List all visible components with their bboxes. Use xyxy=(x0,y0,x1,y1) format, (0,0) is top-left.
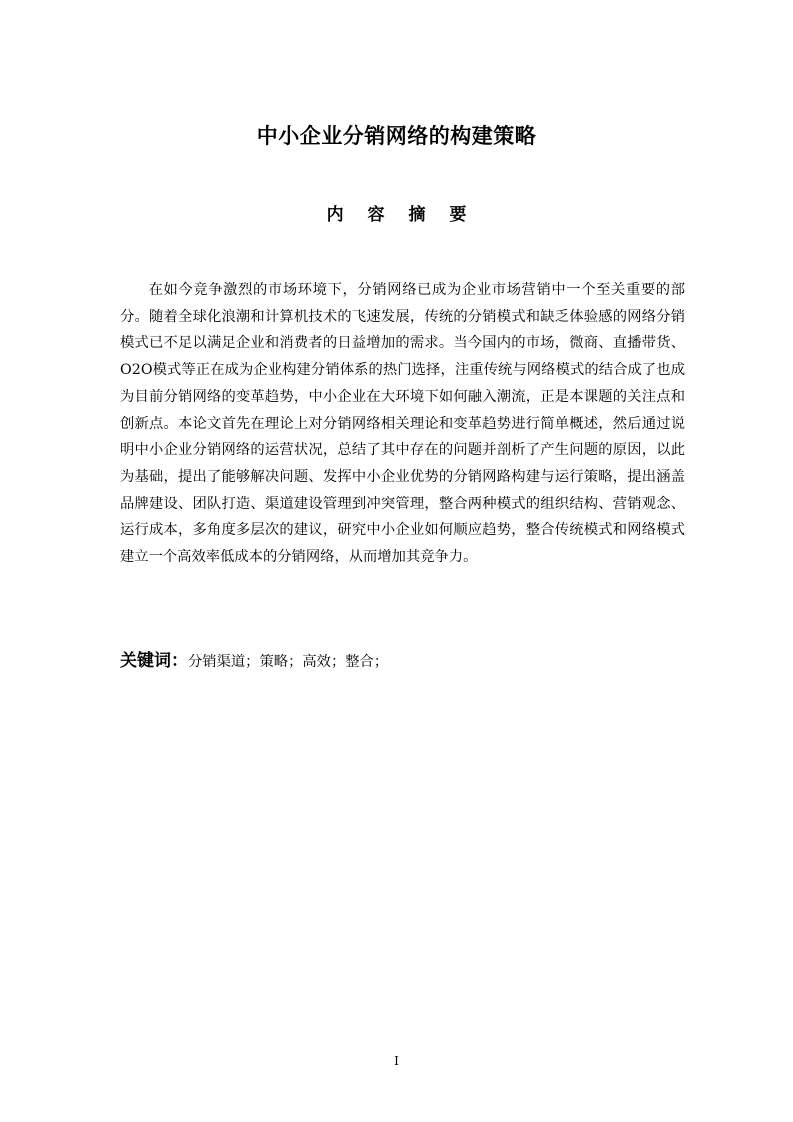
keywords-value: 分销渠道；策略；高效；整合； xyxy=(188,654,389,670)
abstract-paragraph: 在如今竞争激烈的市场环境下，分销网络已成为企业市场营销中一个至关重要的部分。随着全球化浪潮和计算机技术的飞速发展，传统的分销模式和缺乏体验感的网络分销模式已不足以满足企业和消费者的日益增加的需求。当今国内的市场，微商、直播带货、O2O模式等正在成为企业构建分销体系的热门选择，注重传统与网络模式的结合成了也成为目前分销网络的变革趋势，中小企业在大环境下如何融入潮流，正是本课题的关注点和创新点。本论文首先在理论上对分销网络相关理论和变革趋势进行简单概述，然后通过说明中小企业分销网络的运营状况，总结了其中存在的问题并剖析了产生问题的原因，以此为基础，提出了能够解决问题、发挥中小企业优势的分销网路构建与运行策略，提出涵盖品牌建设、团队打造、渠道建设管理到冲突管理，整合两种模式的组织结构、营销观念、运行成本，多角度多层次的建议，研究中小企业如何顺应趋势，整合传统模式和网络模式建立一个高效率低成本的分销网络，从而增加其竞争力。 xyxy=(120,282,685,566)
keywords-label: 关键词： xyxy=(120,651,188,671)
document-title: 中小企业分销网络的构建策略 xyxy=(256,124,537,148)
keywords-line xyxy=(120,646,685,677)
abstract-heading: 内 容 摘 要 xyxy=(326,205,476,225)
page-number: I xyxy=(394,1054,399,1068)
